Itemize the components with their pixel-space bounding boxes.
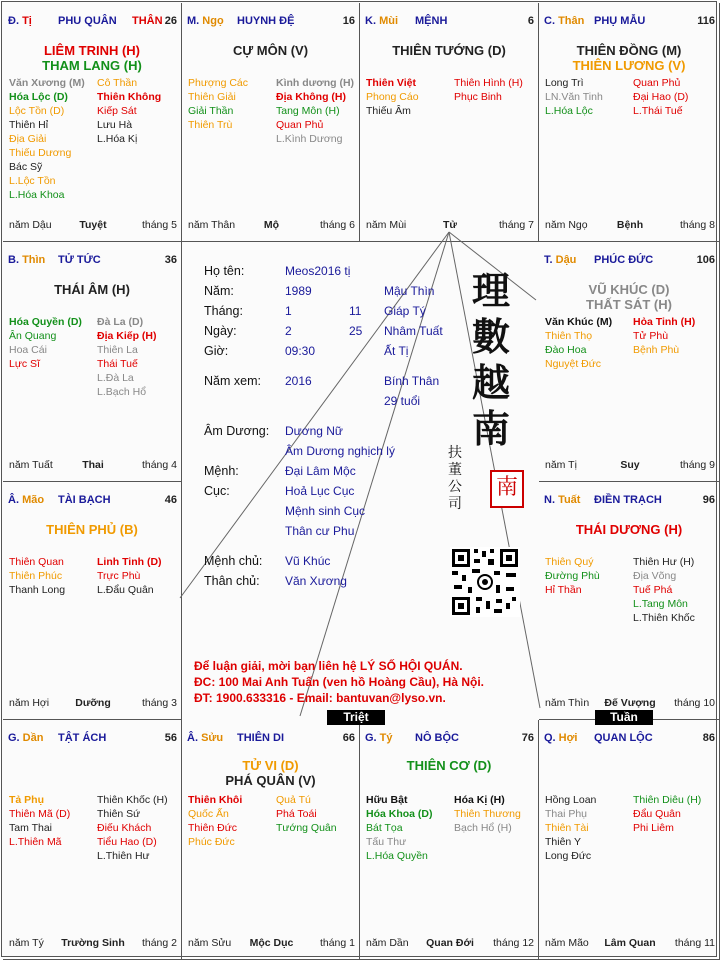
palace-branch: N. Tuất — [544, 494, 581, 506]
main-stars — [539, 522, 719, 537]
minor-star: Trực Phù — [97, 570, 141, 582]
year-of-palace: năm Dậu — [9, 219, 52, 231]
palace-header — [8, 15, 177, 29]
main-star: THIÊN CƠ (D) — [406, 758, 492, 773]
minor-stars-left — [545, 76, 603, 118]
calligraphy-small: 扶 董 公 司 — [448, 445, 462, 512]
minor-stars-right — [633, 315, 695, 357]
than-position: Thân cư Phu — [285, 524, 355, 538]
tuan-tag: Tuần — [595, 710, 653, 725]
center-info — [180, 240, 536, 716]
minor-star: Thiên Hỉ — [9, 119, 49, 131]
minor-star: Thiên Khốc (H) — [97, 794, 168, 806]
minor-star: Thiên Y — [545, 836, 581, 848]
minor-star: Thiên Giải — [188, 91, 236, 103]
minor-stars-right — [276, 793, 337, 835]
minor-star: L.Hóa Quyền — [366, 850, 428, 862]
main-star: THẤT SÁT (H) — [586, 297, 672, 312]
menh-value: Đại Lâm Mộc — [285, 464, 356, 478]
minor-star: Lưu Hà — [97, 119, 133, 131]
palace-name: TÀI BẠCH — [58, 494, 111, 506]
minor-star: L.Hóa Khoa — [9, 189, 65, 201]
view-year-label: Năm xem: — [204, 374, 261, 388]
minor-star: Tử Phù — [633, 330, 669, 342]
month-of-palace: tháng 1 — [319, 937, 355, 949]
minor-star: Thai Phụ — [545, 808, 588, 820]
minor-star: L.Thiên Khốc — [633, 612, 695, 624]
minor-star: Hỏa Tinh (H) — [633, 316, 696, 328]
minor-star: Thiên Thương — [454, 808, 521, 820]
palace-footer — [366, 219, 534, 233]
minor-star: Tả Phụ — [9, 794, 45, 806]
month-of-palace: tháng 2 — [141, 937, 177, 949]
palace-footer — [545, 459, 715, 473]
palace-header — [8, 254, 177, 268]
palace-footer — [9, 937, 177, 951]
palace-age: 116 — [697, 15, 715, 27]
minor-star: Thiếu Dương — [9, 147, 72, 159]
minor-stars-right — [276, 76, 354, 146]
palace-hoi[interactable] — [539, 720, 720, 960]
minor-star: Đường Phù — [545, 570, 600, 582]
minor-star: L.Hóa Kị — [97, 133, 138, 145]
minor-star: Long Trì — [545, 77, 584, 89]
minor-star: Thiên Hư (H) — [633, 556, 695, 568]
palace-header — [544, 732, 715, 746]
year-of-palace: năm Tị — [545, 459, 577, 471]
minor-star: Phượng Các — [188, 77, 249, 89]
name-value: Meos2016 tị — [285, 264, 351, 278]
truong-sinh-stage: Thai — [82, 459, 104, 471]
minor-star: Thiên Việt — [366, 77, 416, 89]
main-stars — [539, 43, 719, 73]
minor-star: Cô Thần — [97, 77, 138, 89]
year-of-palace: năm Dần — [366, 937, 409, 949]
hour-can-chi: Ất Tị — [384, 344, 409, 358]
minor-star: Quốc Ấn — [188, 808, 229, 820]
year-of-palace: năm Mão — [545, 937, 589, 949]
month-of-palace: tháng 7 — [498, 219, 534, 231]
truong-sinh-stage: Tử — [442, 219, 458, 231]
month-lunar: 11 — [349, 304, 362, 318]
minor-star: Lộc Tồn (D) — [9, 105, 65, 117]
truong-sinh-stage: Tuyệt — [79, 219, 107, 231]
minor-star: Điếu Khách — [97, 822, 152, 834]
minor-star: L.Lộc Tồn — [9, 175, 56, 187]
palace-branch: C. Thân — [544, 15, 585, 27]
palace-mao[interactable] — [3, 482, 182, 720]
minor-star: Thiên Tài — [545, 822, 589, 834]
year-can-chi: Mậu Thìn — [384, 284, 435, 298]
than-chu-value: Văn Xương — [285, 574, 347, 588]
palace-name: MỆNH — [415, 15, 448, 27]
minor-star: Thái Tuế — [97, 358, 138, 370]
minor-star: Hóa Khoa (D) — [366, 808, 433, 820]
minor-star: Thiên Sứ — [97, 808, 141, 820]
palace-footer — [545, 937, 715, 951]
truong-sinh-stage: Mộ — [263, 219, 280, 231]
minor-stars-right — [97, 76, 161, 146]
minor-star: Hóa Lộc (D) — [9, 91, 68, 103]
palace-footer — [188, 937, 355, 951]
minor-stars-right — [97, 555, 162, 597]
palace-branch: G. Dần — [8, 732, 44, 744]
contact-address: ĐC: 100 Mai Anh Tuấn (ven hồ Hoàng Cầu), Hà Nội. — [194, 675, 485, 689]
qr-code[interactable] — [450, 547, 520, 617]
minor-stars-right — [633, 555, 695, 625]
truong-sinh-stage: Đế Vượng — [604, 697, 656, 709]
palace-footer — [545, 219, 715, 233]
minor-star: Phúc Đức — [188, 836, 235, 848]
truong-sinh-stage: Trường Sinh — [61, 937, 125, 949]
minor-star: Thiên Quý — [545, 556, 594, 568]
minor-star: Tam Thai — [9, 822, 52, 834]
minor-star: Tấu Thư — [366, 836, 407, 848]
minor-star: Thiên Phúc — [9, 570, 63, 582]
minor-stars-left — [545, 793, 596, 863]
minor-star: Thiên Diêu (H) — [633, 794, 702, 806]
palace-header — [544, 15, 715, 29]
palace-header — [187, 732, 355, 746]
calligraphy-logo — [472, 268, 518, 452]
main-star: THAM LANG (H) — [42, 58, 142, 73]
palace-header — [544, 494, 715, 508]
main-star: THIÊN ĐỒNG (M) — [576, 43, 682, 58]
year-of-palace: năm Ngọ — [545, 219, 588, 231]
minor-stars-left — [9, 793, 70, 849]
truong-sinh-stage: Quan Đới — [426, 937, 474, 949]
than-marker: THÂN — [132, 15, 163, 27]
palace-branch: K. Mùi — [365, 15, 399, 27]
palace-thin[interactable] — [3, 242, 182, 482]
minor-star: L.Đẩu Quân — [97, 584, 154, 596]
main-stars — [539, 282, 719, 312]
hour-value: 09:30 — [285, 344, 316, 358]
year-label: Năm: — [204, 284, 234, 298]
minor-stars-right — [633, 76, 688, 118]
month-label: Tháng: — [204, 304, 243, 318]
main-stars — [360, 43, 538, 58]
palace-than[interactable] — [539, 3, 720, 242]
palace-name: PHÚC ĐỨC — [594, 254, 654, 266]
minor-stars-right — [454, 76, 523, 104]
palace-name: HUYNH ĐỆ — [237, 15, 295, 27]
red-seal: 南 — [490, 470, 524, 508]
minor-star: Nguyệt Đức — [545, 358, 602, 370]
cuc-label: Cục: — [204, 484, 230, 498]
month-of-palace: tháng 11 — [674, 937, 715, 949]
palace-name: NÔ BỘC — [415, 732, 459, 744]
minor-star: Đào Hoa — [545, 344, 587, 356]
contact-phone-email[interactable]: ĐT: 1900.633316 - Email: bantuvan@lyso.vn. — [194, 691, 446, 705]
minor-star: Địa Võng — [633, 570, 677, 582]
palace-branch: B. Thìn — [8, 254, 46, 266]
main-stars — [182, 43, 359, 58]
minor-star: Đẩu Quân — [633, 808, 681, 820]
minor-star: Kiếp Sát — [97, 105, 137, 117]
palace-branch: T. Dậu — [544, 254, 577, 266]
year-value: 1989 — [285, 284, 312, 298]
truong-sinh-stage: Dưỡng — [75, 697, 111, 709]
minor-star: Hữu Bật — [366, 794, 408, 806]
palace-ti[interactable] — [3, 3, 182, 242]
month-of-palace: tháng 4 — [141, 459, 177, 471]
yin-yang-note: Âm Dương nghịch lý — [285, 444, 395, 458]
palace-age: 56 — [164, 732, 177, 744]
minor-stars-left — [9, 315, 82, 371]
month-of-palace: tháng 10 — [674, 697, 715, 709]
palace-mui[interactable] — [360, 3, 539, 242]
month-can-chi: Giáp Tý — [384, 304, 426, 318]
minor-star: Thiên Quan — [9, 556, 64, 568]
palace-age: 36 — [164, 254, 177, 266]
minor-star: Đà La (D) — [97, 316, 144, 328]
year-of-palace: năm Mùi — [366, 219, 407, 231]
palace-name: THIÊN DI — [237, 732, 285, 744]
minor-stars-right — [97, 793, 168, 863]
main-stars — [3, 522, 181, 537]
palace-age: 96 — [702, 494, 715, 506]
minor-star: Giải Thần — [188, 105, 234, 117]
palace-footer — [9, 219, 177, 233]
palace-header — [187, 15, 355, 29]
minor-star: Long Đức — [545, 850, 592, 862]
minor-star: Tang Môn (H) — [276, 105, 340, 117]
minor-stars-left — [545, 555, 600, 597]
main-stars — [3, 43, 181, 73]
minor-star: Hồng Loan — [545, 794, 597, 806]
palace-branch: Â. Mão — [8, 494, 45, 506]
triet-tag: Triệt — [327, 710, 385, 725]
minor-star: Phi Liêm — [633, 822, 674, 834]
minor-star: L.Kình Dương — [276, 133, 343, 145]
palace-footer — [9, 697, 177, 711]
minor-star: Thiên Thọ — [545, 330, 593, 342]
year-of-palace: năm Thân — [188, 219, 236, 231]
minor-stars-right — [454, 793, 521, 835]
palace-header — [365, 15, 534, 29]
palace-ngo[interactable] — [182, 3, 360, 242]
month-of-palace: tháng 6 — [319, 219, 355, 231]
minor-star: Đại Hao (D) — [633, 91, 689, 103]
year-of-palace: năm Sửu — [188, 937, 232, 949]
year-of-palace: năm Hợi — [9, 697, 50, 709]
minor-star: Kình dương (H) — [276, 77, 355, 89]
palace-branch: Â. Sửu — [187, 732, 224, 744]
palace-branch: M. Ngọ — [187, 15, 224, 27]
main-star: THÁI DƯƠNG (H) — [575, 522, 683, 537]
menh-chu-value: Vũ Khúc — [285, 554, 331, 568]
palace-branch: Q. Hợi — [544, 732, 578, 744]
minor-star: Quan Phủ — [276, 119, 324, 131]
minor-star: Quả Tú — [276, 794, 311, 806]
palace-age: 26 — [164, 15, 177, 27]
palace-footer — [366, 937, 534, 951]
minor-star: Lực Sĩ — [9, 358, 40, 370]
palace-age: 6 — [527, 15, 534, 27]
main-star: CỰ MÔN (V) — [232, 43, 309, 58]
palace-name: QUAN LỘC — [594, 732, 653, 744]
palace-dan[interactable] — [3, 720, 182, 960]
main-star: THÁI ÂM (H) — [54, 282, 130, 297]
minor-star: Phong Cáo — [366, 91, 419, 103]
minor-star: Bệnh Phù — [633, 344, 680, 356]
palace-header — [544, 254, 715, 268]
minor-star: Địa Không (H) — [276, 91, 346, 103]
truong-sinh-stage: Mộc Dục — [249, 937, 294, 949]
contact-line-1: Để luận giải, mời bạn liên hệ LÝ SỐ HỘI QUÁN. — [194, 659, 463, 673]
palace-name: ĐIỀN TRẠCH — [594, 494, 662, 506]
minor-stars-left — [545, 315, 612, 371]
month-of-palace: tháng 8 — [679, 219, 715, 231]
minor-stars-left — [188, 793, 242, 849]
palace-name: PHỤ MẪU — [594, 15, 646, 27]
palace-branch: Đ. Tị — [8, 15, 32, 27]
minor-stars-left — [9, 76, 85, 202]
month-of-palace: tháng 12 — [493, 937, 534, 949]
truong-sinh-stage: Suy — [620, 459, 640, 471]
truong-sinh-stage: Bệnh — [616, 219, 644, 231]
minor-star: Hóa Quyền (D) — [9, 316, 82, 328]
minor-star: L.Đà La — [97, 372, 134, 384]
minor-star: Thanh Long — [9, 584, 66, 596]
palace-age: 66 — [342, 732, 355, 744]
month-of-palace: tháng 3 — [141, 697, 177, 709]
minor-star: Tiểu Hao (D) — [97, 836, 157, 848]
minor-star: Linh Tinh (D) — [97, 556, 162, 568]
palace-name: TỬ TỨC — [58, 254, 101, 266]
minor-star: Thiên La — [97, 344, 138, 356]
minor-star: Văn Xương (M) — [9, 77, 85, 89]
year-of-palace: năm Tuất — [9, 459, 53, 471]
day-can-chi: Nhâm Tuất — [384, 324, 443, 338]
cuc-value: Hoả Lục Cục — [285, 484, 355, 498]
palace-footer — [9, 459, 177, 473]
minor-stars-left — [188, 76, 248, 132]
year-of-palace: năm Tý — [9, 937, 44, 949]
main-star: THIÊN TƯỚNG (D) — [392, 43, 506, 58]
palace-footer — [545, 697, 715, 711]
calligraphy-text: 理 數 越 南 — [472, 268, 511, 451]
minor-star: Tướng Quân — [276, 822, 337, 834]
minor-star: Phá Toái — [276, 808, 317, 820]
palace-dau[interactable] — [539, 242, 720, 482]
palace-branch: G. Tý — [365, 732, 393, 744]
palace-name: TẬT ÁCH — [58, 732, 107, 744]
palace-header — [365, 732, 534, 746]
main-stars — [3, 282, 181, 297]
minor-star: Thiên Đức — [188, 822, 238, 834]
minor-stars-left — [366, 76, 419, 118]
qr-code-graphic — [450, 547, 520, 617]
minor-star: Phục Binh — [454, 91, 502, 103]
palace-age: 76 — [521, 732, 534, 744]
palace-header — [8, 732, 177, 746]
yin-yang-value: Dương Nữ — [285, 424, 343, 438]
minor-star: LN.Văn Tinh — [545, 91, 603, 103]
minor-star: L.Thiên Mã — [9, 836, 62, 848]
palace-tuat[interactable] — [539, 482, 720, 720]
main-star: TỬ VI (D) — [242, 758, 299, 773]
hour-label: Giờ: — [204, 344, 229, 358]
day-label: Ngày: — [204, 324, 237, 338]
palace-suu[interactable] — [182, 720, 360, 960]
minor-star: Thiên Khôi — [188, 794, 243, 806]
cuc-relation: Mệnh sinh Cục — [285, 504, 366, 518]
palace-age: 106 — [696, 254, 715, 266]
minor-star: Quan Phủ — [633, 77, 681, 89]
minor-star: Địa Giải — [9, 133, 47, 145]
day-lunar: 25 — [349, 324, 363, 338]
menh-chu-label: Mệnh chủ: — [204, 554, 263, 568]
palace-age: 16 — [342, 15, 355, 27]
view-year-can-chi: Bính Thân — [384, 374, 440, 388]
view-year-value: 2016 — [285, 374, 312, 388]
palace-footer — [188, 219, 355, 233]
minor-star: Văn Khúc (M) — [545, 316, 613, 328]
palace-ty[interactable] — [360, 720, 539, 960]
minor-star: Hỉ Thần — [545, 584, 582, 596]
minor-star: Địa Kiếp (H) — [97, 330, 157, 342]
month-of-palace: tháng 5 — [141, 219, 177, 231]
yin-yang-label: Âm Dương: — [204, 424, 270, 438]
minor-star: Ân Quang — [9, 330, 57, 342]
palace-age: 46 — [164, 494, 177, 506]
main-star: THIÊN LƯƠNG (V) — [572, 58, 686, 73]
main-star: PHÁ QUÂN (V) — [225, 773, 316, 788]
menh-label: Mệnh: — [204, 464, 239, 478]
main-star: LIÊM TRINH (H) — [43, 43, 141, 58]
main-stars — [360, 758, 538, 773]
minor-star: Bác Sỹ — [9, 161, 43, 173]
minor-star: Hoa Cái — [9, 344, 47, 356]
minor-star: Bát Tọa — [366, 822, 403, 834]
minor-star: Thiên Trù — [188, 119, 233, 131]
age-value: 29 tuổi — [384, 394, 421, 408]
minor-stars-right — [633, 793, 701, 835]
month-value: 1 — [285, 304, 292, 318]
minor-star: Tuế Phá — [633, 584, 673, 596]
minor-star: Thiên Hình (H) — [454, 77, 523, 89]
minor-stars-left — [366, 793, 433, 863]
minor-star: L.Thiên Hư — [97, 850, 150, 862]
minor-stars-left — [9, 555, 65, 597]
truong-sinh-stage: Lâm Quan — [604, 937, 656, 949]
minor-star: Thiếu Âm — [366, 105, 411, 117]
name-label: Họ tên: — [204, 264, 245, 278]
main-star: THIÊN PHỦ (B) — [46, 522, 138, 537]
year-of-palace: năm Thìn — [545, 697, 590, 709]
palace-age: 86 — [702, 732, 715, 744]
main-stars — [182, 758, 359, 788]
palace-name: PHU QUÂN — [58, 15, 117, 27]
minor-stars-right — [97, 315, 157, 399]
minor-star: L.Bạch Hổ — [97, 386, 147, 398]
minor-star: Thiên Mã (D) — [9, 808, 71, 820]
palace-header — [8, 494, 177, 508]
minor-star: L.Tang Môn — [633, 598, 688, 610]
minor-star: L.Hóa Lộc — [545, 105, 593, 117]
day-value: 2 — [285, 324, 292, 338]
month-of-palace: tháng 9 — [679, 459, 715, 471]
minor-star: Hóa Kị (H) — [454, 794, 505, 806]
minor-star: Bạch Hổ (H) — [454, 822, 512, 834]
than-chu-label: Thân chủ: — [204, 574, 260, 588]
minor-star: Thiên Không — [97, 91, 162, 103]
minor-star: L.Thái Tuế — [633, 105, 683, 117]
main-star: VŨ KHÚC (D) — [588, 282, 670, 297]
